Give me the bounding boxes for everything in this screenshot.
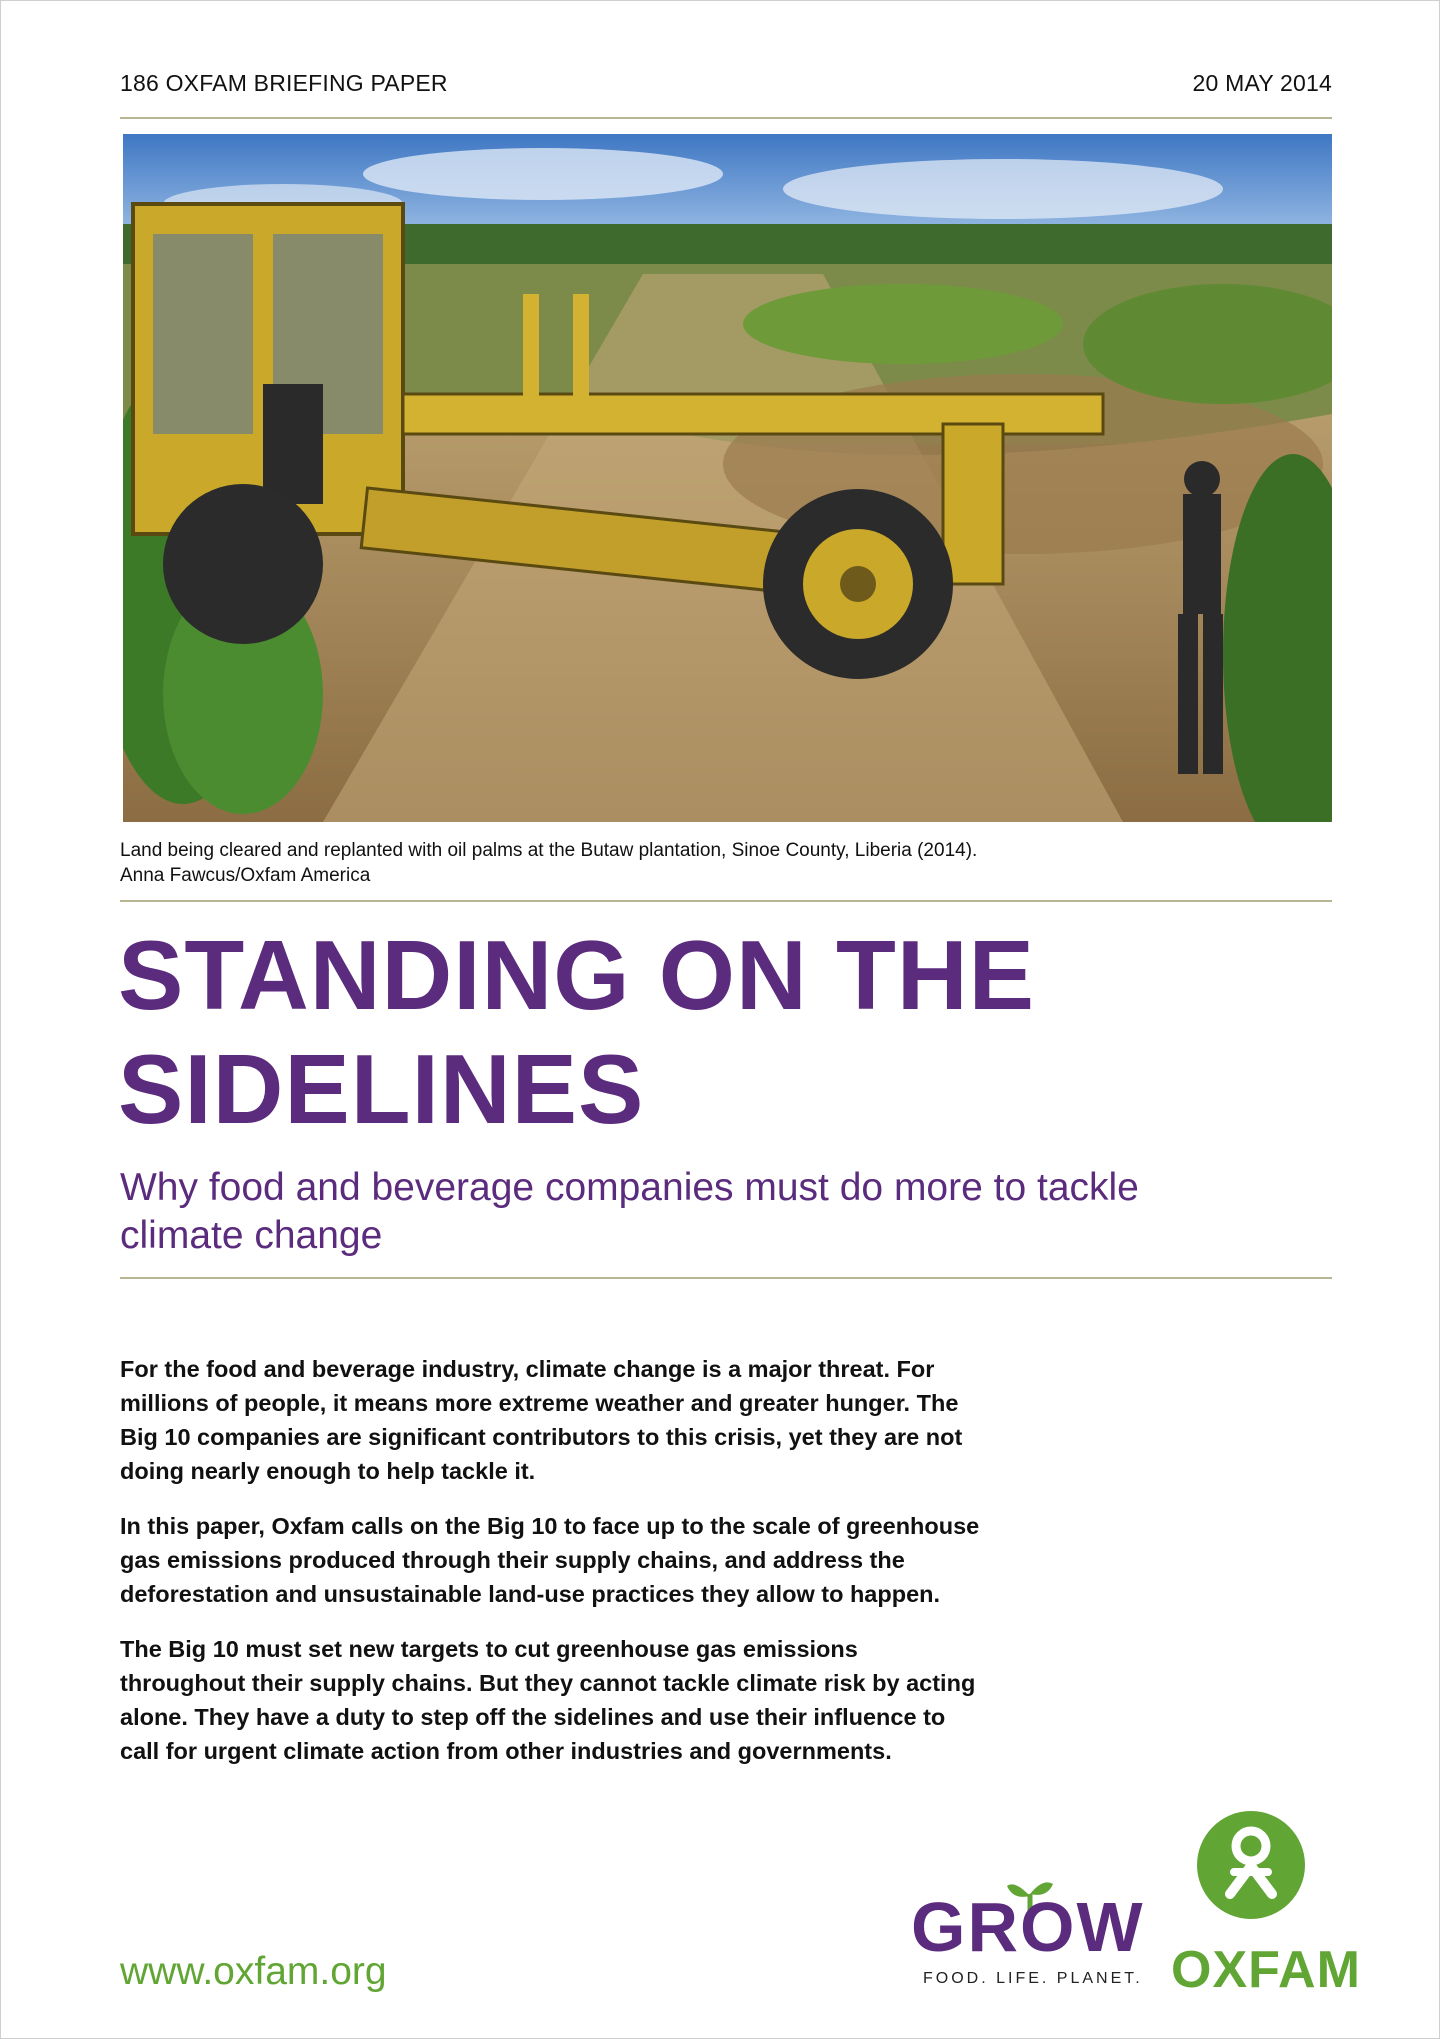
p3-line: call for urgent climate action from other industries and governments.	[120, 1738, 892, 1764]
p3-line: The Big 10 must set new targets to cut greenhouse gas emissions	[120, 1636, 858, 1662]
summary-text	[120, 1352, 1100, 1789]
header	[120, 70, 1332, 100]
p2-line: In this paper, Oxfam calls on the Big 10 to face up to the scale of greenhouse	[120, 1513, 980, 1539]
oxfam-logo	[1166, 1810, 1361, 2010]
summary-paragraph-3	[120, 1632, 1100, 1768]
photo-caption	[120, 838, 1320, 888]
p1-line: For the food and beverage industry, climate change is a major threat. For	[120, 1356, 935, 1382]
page-subtitle	[120, 1164, 1320, 1260]
grow-tagline: FOOD. LIFE. PLANET.	[923, 1970, 1143, 1987]
p3-line: throughout their supply chains. But they cannot tackle climate risk by acting	[120, 1670, 976, 1696]
summary-paragraph-2	[120, 1509, 1100, 1611]
cover-photo	[123, 134, 1332, 822]
title-line-1: STANDING ON THE	[118, 920, 1035, 1030]
summary-paragraph-1	[120, 1352, 1100, 1488]
subtitle-line-1: Why food and beverage companies must do more to tackle	[120, 1166, 1139, 1209]
caption-rule	[120, 900, 1332, 902]
oxfam-wordmark: OXFAM	[1171, 1941, 1361, 1999]
p1-line: Big 10 companies are significant contributors to this crisis, yet they are not	[120, 1424, 963, 1450]
p2-line: deforestation and unsustainable land-use practices they allow to happen.	[120, 1581, 941, 1607]
p2-line: gas emissions produced through their supply chains, and address the	[120, 1547, 905, 1573]
website-link[interactable]: www.oxfam.org	[120, 1950, 387, 1993]
grow-wordmark: GROW	[911, 1888, 1145, 1966]
caption-text: Land being cleared and replanted with oil palms at the Butaw plantation, Sinoe County, Liberia (2014).	[120, 840, 978, 861]
header-rule	[120, 117, 1332, 119]
oxfam-figure-icon	[1196, 1810, 1306, 1920]
page-title	[118, 918, 1338, 1146]
p1-line: millions of people, it means more extreme weather and greater hunger. The	[120, 1390, 959, 1416]
subtitle-rule	[120, 1277, 1332, 1279]
subtitle-line-2: climate change	[120, 1214, 383, 1257]
photo-credit: Anna Fawcus/Oxfam America	[120, 865, 371, 886]
grow-logo	[905, 1878, 1145, 2000]
p1-line: doing nearly enough to help tackle it.	[120, 1458, 536, 1484]
p3-line: alone. They have a duty to step off the sidelines and use their influence to	[120, 1704, 946, 1730]
title-line-2: SIDELINES	[118, 1034, 645, 1144]
publication-date: 20 MAY 2014	[1192, 70, 1332, 96]
series-label: 186 OXFAM BRIEFING PAPER	[120, 70, 448, 96]
